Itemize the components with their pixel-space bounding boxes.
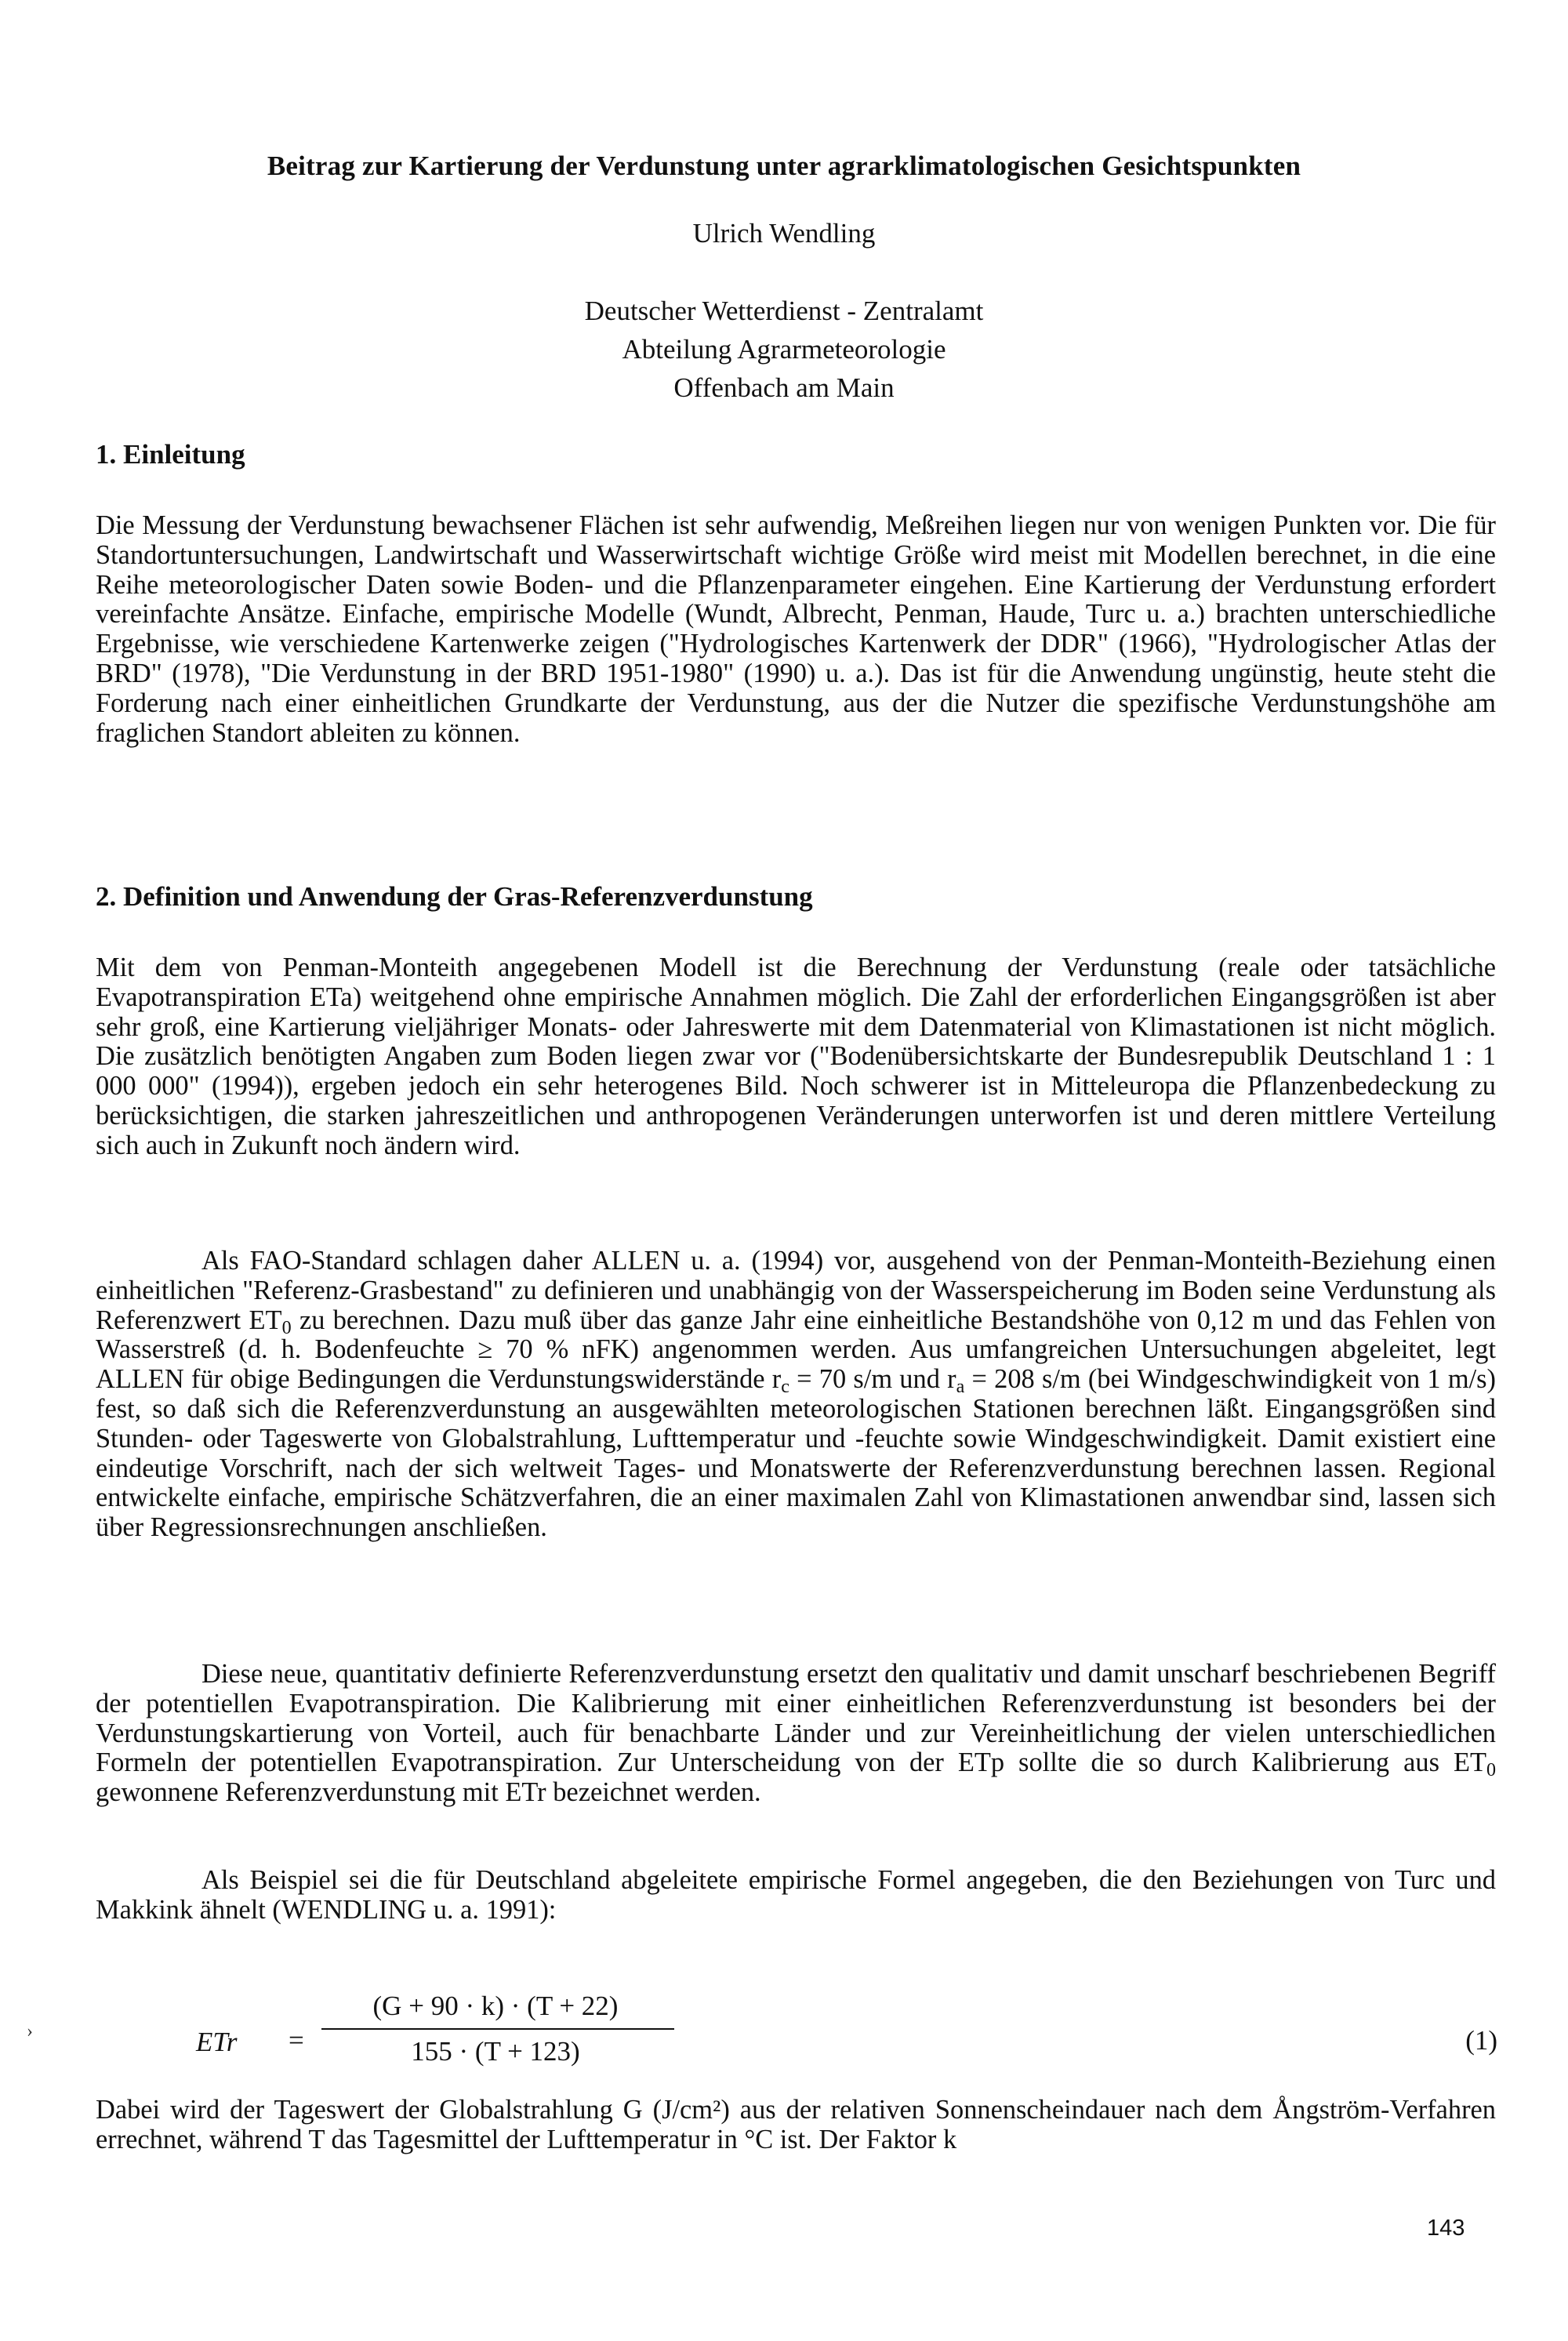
text-run: Als FAO-Standard schlagen daher ALLEN u. a. (1994) vor, ausgehend von der Penman-Monteith-Beziehung einen einheitlichen "Referenz-Grasbestand" zu definieren und unabhängig von der Wasserspeicherung im Boden seine Verdunstung als Referenzwert — [96, 1246, 1496, 1335]
symbol-text: r — [771, 1364, 782, 1395]
paragraph: Dabei wird der Tageswert der Globalstrahlung G (J/cm²) aus der relativen Sonnenscheindauer nach dem Ångström-Verfahren errechnet, während T das Tagesmittel der Lufttemperatur in °C ist. Der Faktor k — [96, 2095, 1496, 2154]
symbol-text: ET — [1453, 1748, 1486, 1778]
paragraph — [96, 1247, 1496, 1543]
paragraph: Als Beispiel sei die für Deutschland abgeleitete empirische Formel angegeben, die den Beziehungen von Turc und Makkink ähnelt (WENDLING u. a. 1991): — [96, 1865, 1496, 1925]
symbol-text: r — [947, 1364, 956, 1395]
subscript: 0 — [281, 1317, 292, 1338]
symbol-ra — [947, 1364, 965, 1398]
symbol-rc — [771, 1364, 789, 1398]
margin-mark: › — [27, 2021, 33, 2042]
text-run: zu berechnen. Dazu muß über das ganze Jahr eine einheitliche Bestandshöhe von 0,12 m und das Fehlen von Wasserstreß (d. h. Bodenfeuchte ≥ 70 % nFK) angenommen werden. Aus umfangreichen Untersuchungen abgeleitet, legt ALLEN für obige Bedingungen die Verdunstungswiderstände — [96, 1305, 1496, 1395]
subscript: 0 — [1486, 1760, 1496, 1781]
text-run: Diese neue, quantitativ definierte Referenzverdunstung ersetzt den qualitativ und damit unscharf beschriebenen Begriff der potentiellen Evapotranspiration. Die Kalibrierung mit einer einheitlichen Referenzverdunstung ist besonders bei der Verdunstungskartierung von Vorteil, auch für benachbarte Länder und zur Vereinheitlichung der vielen unterschiedlichen Formeln der potentiellen Evapotranspiration. Zur Unterscheidung von der ETp sollte die so durch Kalibrierung aus — [96, 1659, 1496, 1778]
page-number: 143 — [1427, 2216, 1465, 2241]
symbol-et0 — [249, 1305, 292, 1338]
text-run: gewonnene Referenzverdunstung mit ETr bezeichnet werden. — [96, 1777, 761, 1808]
paragraph: Die Messung der Verdunstung bewachsener Flächen ist sehr aufwendig, Meßreihen liegen nur von wenigen Punkten vor. Die für Standortuntersuchungen, Landwirtschaft und Wasserwirtschaft wichtige Größe wird meist mit Modellen berechnet, in die eine Reihe meteorologischer Daten sowie Boden- und die Pflanzenparameter eingehen. Eine Kartierung der Verdunstung erfordert vereinfachte Ansätze. Einfache, empirische Modelle (Wundt, Albrecht, Penman, Haude, Turc u. a.) brachten unterschiedliche Ergebnisse, wie verschiedene Kartenwerke zeigen ("Hydrologisches Kartenwerk der DDR" (1966), "Hydrologischer Atlas der BRD" (1978), "Die Verdunstung in der BRD 1951-1980" (1990) u. a.). Das ist für die Anwendung ungünstig, heute steht die Forderung nach einer einheitlichen Grundkarte der Verdunstung, aus der die Nutzer die spezifische Verdunstungshöhe am fraglichen Standort ableiten zu können. — [96, 510, 1496, 748]
equation-denominator: 155 · (T + 123) — [411, 2036, 580, 2067]
subscript: a — [956, 1377, 965, 1398]
paper-title: Beitrag zur Kartierung der Verdunstung unter agrarklimatologischen Gesichtspunkten — [267, 151, 1301, 181]
symbol-text: ET — [249, 1305, 282, 1335]
equation-1 — [188, 1987, 1497, 2081]
section-heading-2: 2. Definition und Anwendung der Gras-Referenzverdunstung — [96, 881, 813, 912]
affiliation-block — [94, 292, 1474, 407]
fraction-bar — [321, 2028, 674, 2030]
equation-numerator: (G + 90 · k) · (T + 22) — [372, 1991, 619, 2021]
section-heading-1: 1. Einleitung — [96, 439, 245, 470]
text-run: = 208 s/m (bei Windgeschwindigkeit von 1 m/s) fest, so daß sich die Referenzverdunstung an ausgewählten meteorologischen Stationen berechnen läßt. Eingangsgrößen sind Stunden- oder Tageswerte von Globalstrahlung, Lufttemperatur und -feuchte sowie Windgeschwindigkeit. Damit existiert eine eindeutige Vorschrift, nach der sich weltweit Tages- und Monatswerte der Referenzverdunstung berechnen lassen. Regional entwickelte einfache, empirische Schätzverfahren, die an einer maximalen Zahl von Klimastationen anwendbar sind, lassen sich über Regressionsrechnungen anschließen. — [96, 1364, 1496, 1543]
affiliation-line: Deutscher Wetterdienst - Zentralamt — [584, 296, 984, 326]
affiliation-line: Abteilung Agrarmeteorologie — [622, 334, 946, 365]
equation-number: (1) — [1465, 2025, 1497, 2056]
equals-sign: = — [289, 2025, 304, 2056]
text-run: = 70 s/m und — [789, 1364, 948, 1395]
paragraph: Mit dem von Penman-Monteith angegebenen Modell ist die Berechnung der Verdunstung (reale oder tatsächliche Evapotranspiration ETa) weitgehend ohne empirische Annahmen möglich. Die Zahl der erforderlichen Eingangsgrößen ist aber sehr groß, eine Kartierung vieljähriger Monats- oder Jahreswerte mit dem Datenmaterial von Klimastationen ist nicht möglich. Die zusätzlich benötigten Angaben zum Boden liegen zwar vor ("Bodenübersichtskarte der Bundesrepublik Deutschland 1 : 1 000 000" (1994)), ergeben jedoch ein sehr heterogenes Bild. Noch schwerer ist in Mitteleuropa die Pflanzenbedeckung zu berücksichtigen, die starken jahreszeitlichen und anthropogenen Veränderungen unterworfen ist und deren mittlere Verteilung sich auch in Zukunft noch ändern wird. — [96, 953, 1496, 1160]
equation-lhs: ETr — [196, 2027, 238, 2057]
subscript: c — [781, 1377, 789, 1398]
author-name: Ulrich Wendling — [692, 218, 876, 249]
affiliation-line: Offenbach am Main — [673, 372, 895, 403]
symbol-et0 — [1453, 1748, 1496, 1781]
paragraph — [96, 1660, 1496, 1808]
